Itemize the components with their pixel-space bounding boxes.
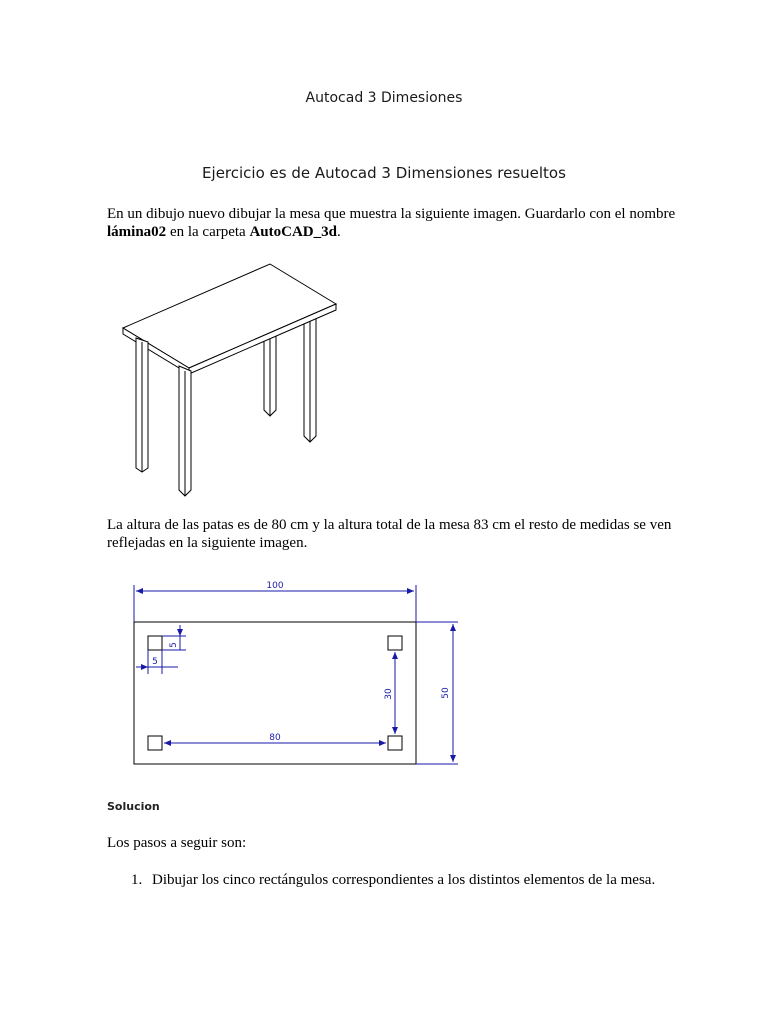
table-3d-illustration (118, 258, 340, 500)
leg-top-right (388, 636, 402, 650)
step-text: Dibujar los cinco rectángulos correspondientes a los distintos elementos de la mesa. (152, 872, 656, 888)
step-number: 1. (131, 872, 143, 888)
intro-paragraph (107, 205, 687, 241)
steps-intro: Los pasos a seguir son: (107, 835, 247, 851)
dim-width-label: 100 (266, 581, 284, 591)
dim-30-label: 30 (384, 688, 394, 700)
measures-paragraph: La altura de las patas es de 80 cm y la altura total de la mesa 83 cm el resto de medidas se ven reflejadas en la siguiente imagen. (107, 517, 672, 551)
leg-bottom-left (148, 736, 162, 750)
document-title: Autocad 3 Dimesiones (305, 90, 463, 106)
leg-bottom-right (388, 736, 402, 750)
dim-offset-x-label: 5 (152, 657, 158, 667)
dim-height-label: 50 (441, 687, 451, 699)
folder-name: AutoCAD_3d (249, 224, 337, 240)
dim-offset-y-label: 5 (169, 642, 179, 648)
intro-text-before: En un dibujo nuevo dibujar la mesa que muestra la siguiente imagen. Guardarlo con el nombre (107, 206, 676, 222)
dim-80-label: 80 (269, 733, 281, 743)
leg-top-left (148, 636, 162, 650)
intro-text-after: . (336, 224, 341, 240)
table-plan-drawing (118, 575, 470, 775)
file-name: lámina02 (107, 224, 167, 240)
list-item (131, 872, 655, 889)
intro-text-middle: en la carpeta (166, 224, 250, 240)
document-subtitle: Ejercicio es de Autocad 3 Dimensiones resueltos (202, 164, 566, 182)
solution-heading: Solucion (107, 800, 160, 813)
